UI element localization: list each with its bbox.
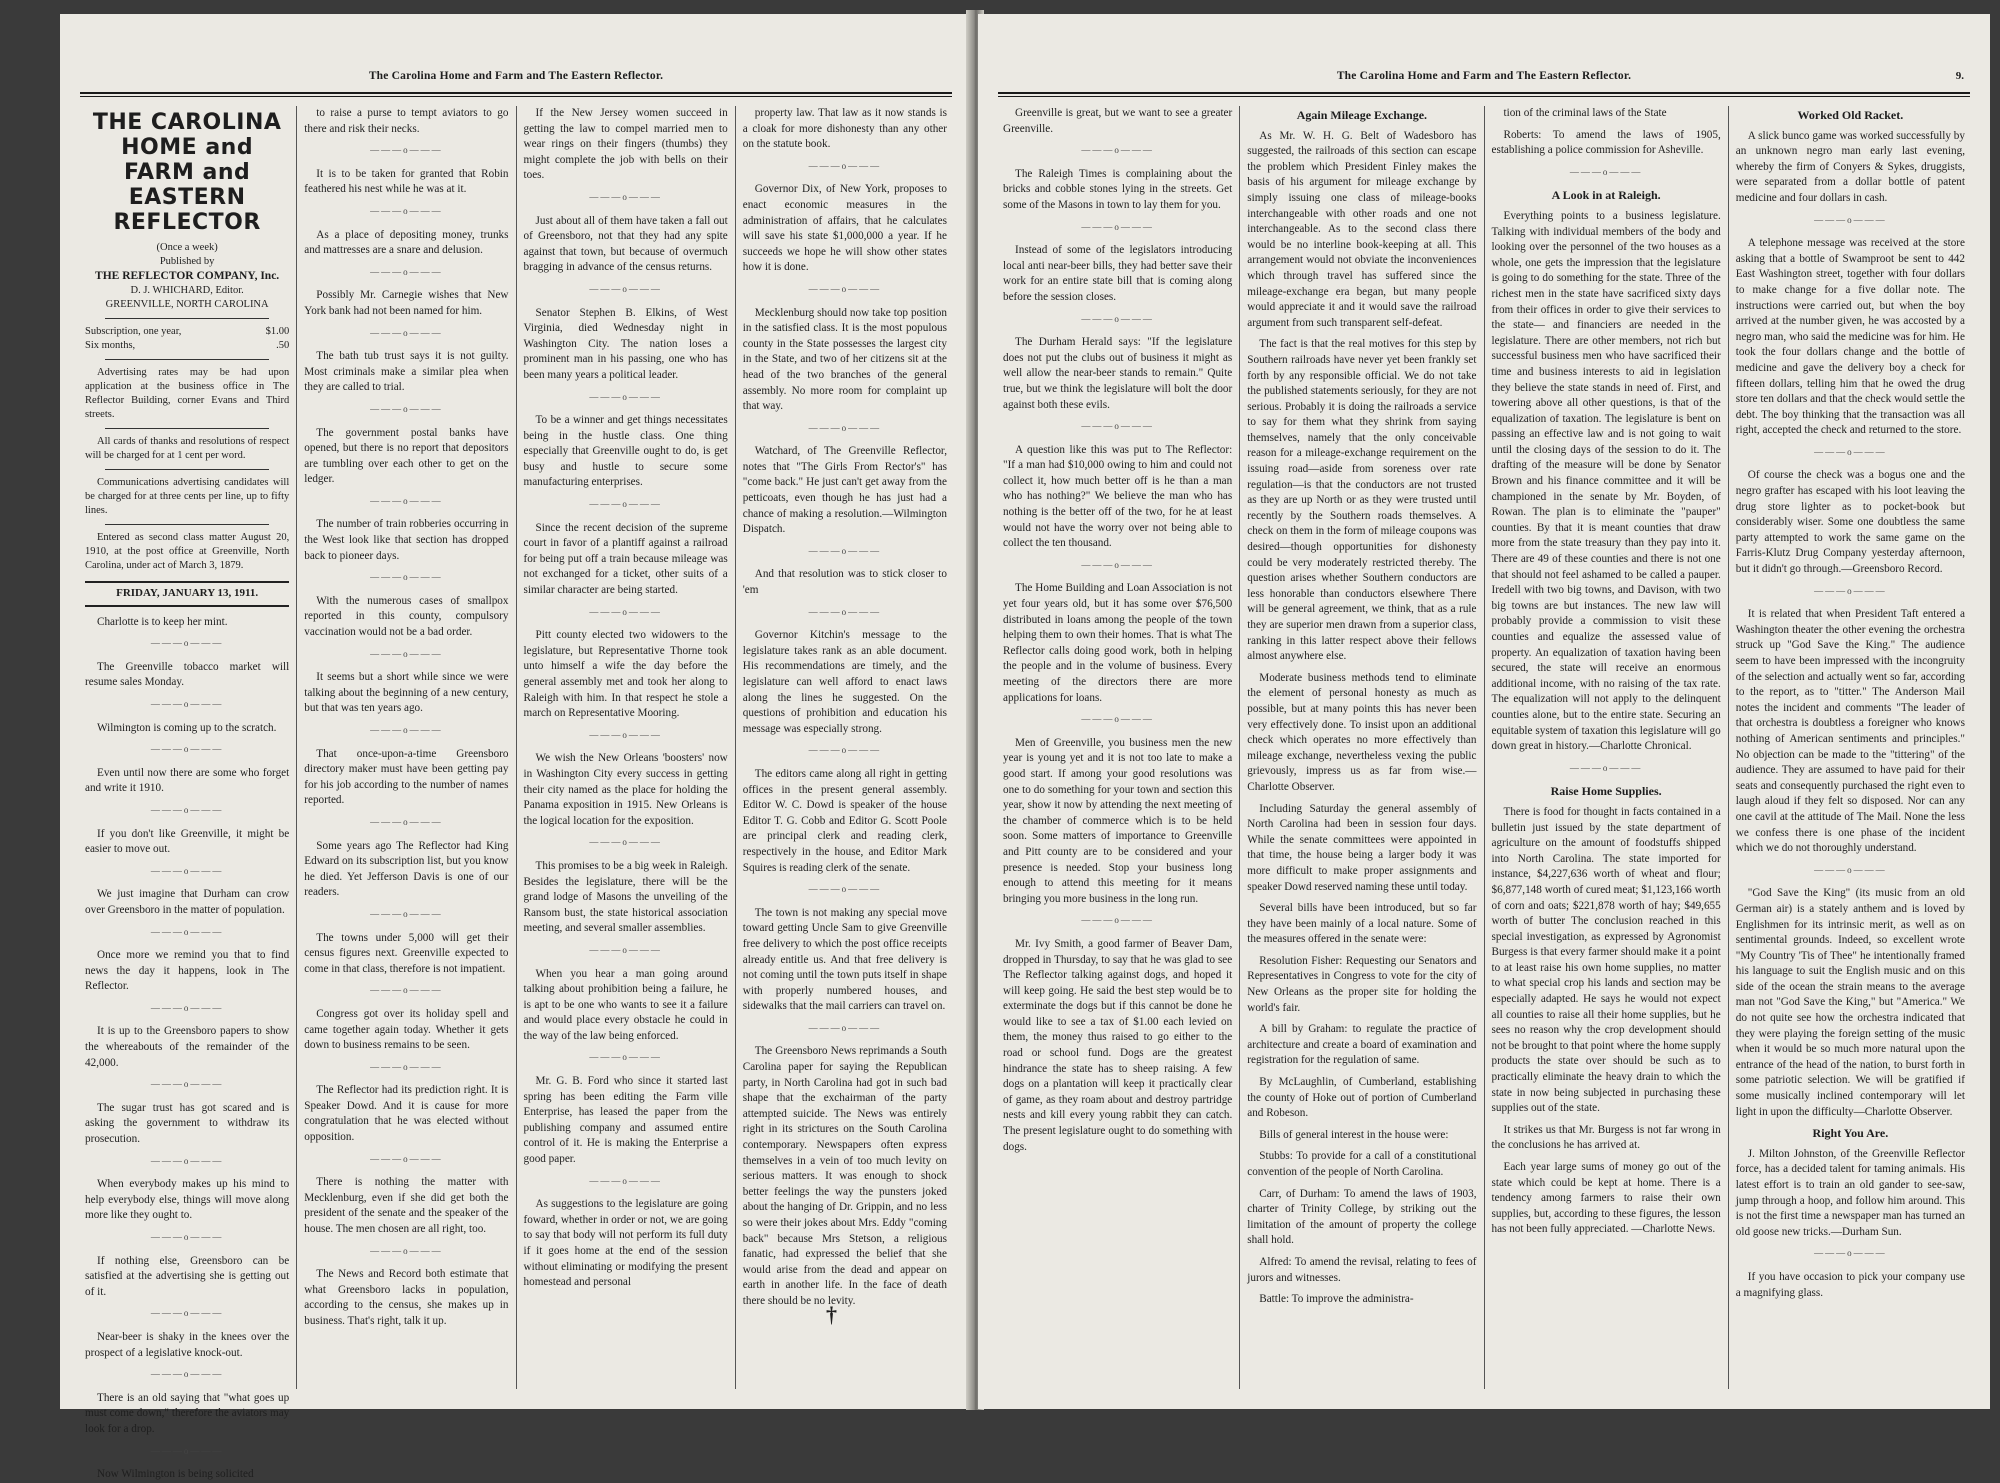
article-paragraph: The bath tub trust says it is not guilty. Most criminals make a similar plea when they are called to trial.: [304, 350, 509, 394]
article-paragraph: Instead of some of the legislators introducing local anti near-beer bills, they had better save their work for an entire state bill that is coming along before the session closes.: [1003, 244, 1233, 303]
separator: ———o———: [370, 1153, 443, 1164]
separator: ———o———: [1081, 559, 1154, 570]
separator: ———o———: [589, 1052, 662, 1063]
communications-note: Communications advertising candidates will be charged for at three cents per line, up to fifty lines.: [85, 477, 290, 516]
article-paragraph: Governor Kitchin's message to the legislature takes rank as an able document. His recommendations are timely, and the legislature can well afford to enact laws along the lines he suggested. On the questions of prohibition and education his message was especially strong.: [742, 629, 947, 735]
article-paragraph: There is nothing the matter with Mecklenburg, even if she did get both the president of the senate and the speaker of the house. The men chosen are all right, too.: [304, 1176, 509, 1236]
separator: ———o———: [808, 545, 882, 556]
separator: ———o———: [589, 729, 662, 740]
article-paragraph: Each year large sums of money go out of the state which could be kept at home. There is a tendency among farmers to raise their own supplies, but, according to these figures, the lesson has not been fully appreciated. —Charlotte News.: [1491, 1161, 1721, 1236]
separator: ———o———: [808, 422, 882, 433]
masthead-place: GREENVILLE, NORTH CAROLINA: [105, 299, 269, 310]
divider: [105, 318, 269, 319]
article-paragraph: When you hear a man going around talking about prohibition being a failure, he is apt to be one who wants to see it a failure and would place every obstacle he could in the way of the law being enforced.: [523, 967, 728, 1042]
right-col-2: [1240, 106, 1484, 1389]
article-paragraph: Senator Stephen B. Elkins, of West Virginia, died Wednesday night in Washington City. The nation loses a prominent man in his passing, one who has been many years a political leader.: [523, 306, 728, 381]
left-col-2: [297, 106, 516, 1389]
separator: ———o———: [808, 1022, 882, 1033]
article-paragraph: A question like this was put to The Reflector: "If a man had $10,000 owing to him and could not collect it, how much better off is he than a man who has nothing?" We believe the man who has nothing is the better off of the two, for he at least would not have the worry over not being able to collect the ten thousand.: [1003, 443, 1233, 550]
article-paragraph: As suggestions to the legislature are going foward, whether in order or not, we are going to say that body will not perform its full duty if it goes home at the end of the session without eliminating or modifying the present homestead and personal: [523, 1198, 728, 1289]
right-col-4-items-b: [1736, 1147, 1965, 1301]
article-paragraph: Alfred: To amend the revisal, relating to fees of jurors and witnesses.: [1247, 1255, 1477, 1284]
article-paragraph: The town is not making any special move toward getting Uncle Sam to give Greenville free delivery to which the post office receipts already entitle us. And that free delivery is not coming until the town puts itself in shape with properly numbered houses, and sidewalks that the mail carriers can travel on.: [742, 906, 947, 1013]
article-paragraph: Everything points to a business legislature. Talking with individual members of the body and looking over the personnel of the two houses as a whole, one gets the impression that the legislature is going to do something for the state. Three of the richest men in the state have sacrificed sixty days from their offices in order to give their services to the state— and financiers are needed in the legislature. There are other members, not rich but successful business men who have sacrificed their time and business interests to aid in legislation they believe the state stands in need of. First, and towering above all other questions, is that of the equalization of taxation. The legislature is bent on passing an effective law and is not going to wait until the closing days of the session to do it. The drafting of the measure will be done by Senator Brown and his finance committee and it will be championed in the senate by Mr. Boyden, of Rowan. The plan is to eliminate the "pauper" counties. By that it is meant counties that draw more from the state treasury than they pay into it. There are 49 of these counties and there is not one that should not feel ashamed to be called a pauper. Iredell with two big towns, and Davison, with two big towns are but instances. The new law will probably provide a commission to visit these counties and equalize the assessed value of property. An equalization of taxation having been secured, the state will receive an enormous additional income, with no raising of the tax rate. The equalization will not apply to the delinquent counties alone, but to the entire state. Securing an equitable system of taxation this legislature will go down great in history.—Charlotte Chronical.: [1491, 209, 1721, 753]
separator: ———o———: [1569, 762, 1643, 773]
article-paragraph: The towns under 5,000 will get their census figures next. Greenville expected to come in that class, therefore is not impatient.: [304, 931, 509, 975]
article-paragraph: The Reflector had its prediction right. It is Speaker Dowd. And it is cause for more congratulation that he was elected without opposition.: [304, 1084, 509, 1144]
article-paragraph: Some years ago The Reflector had King Edward on its subscription list, but you know he died. Yet Jefferson Davis is one of our readers.: [304, 839, 509, 899]
article-paragraph: It seems but a short while since we were talking about the beginning of a new century, but that was ten years ago.: [304, 671, 509, 715]
separator: ———o———: [1081, 313, 1154, 324]
article-paragraph: The Raleigh Times is complaining about the bricks and cobble stones lying in the streets. Get some of the Masons in town to lay them for you.: [1003, 167, 1233, 211]
article-paragraph: Men of Greenville, you business men the new year is young yet and it is not too late to make a good start. If among your good resolutions was one to do something for your town and section this year, show it now by attending the next meeting of the chamber of commerce which is to be held soon. Some matters of importance to Greenville and Pitt county are to be considered and your presence is needed. Stop your business long enough to attend this meeting for it means bringing you more business in the long run.: [1003, 736, 1233, 905]
separator: ———o———: [150, 865, 224, 876]
separator: ———o———: [1814, 214, 1887, 225]
separator: ———o———: [150, 804, 224, 815]
separator: ———o———: [370, 725, 443, 735]
article-paragraph: It is up to the Greensboro papers to show the whereabouts of the remainder of the 42,000.: [85, 1025, 290, 1069]
masthead-editor: D. J. WHICHARD, Editor.: [130, 285, 244, 296]
left-col-3-items: [524, 106, 728, 1291]
article-paragraph: Now Wilmington is being solicited: [97, 1468, 254, 1481]
separator: ———o———: [150, 698, 224, 709]
separator: ———o———: [150, 1079, 224, 1090]
article-paragraph: A telephone message was received at the store asking that a bottle of Swamproot be sent to 442 East Washington street, together with four dollars to make change for a five dollar note. The instructions were carried out, but when the boy arrived at the number given, he was accosted by a negro man, who said the medicine was for him. He took the four dollars change and the bottle of medicine and gave the delivery boy a check for fifteen dollars, telling him that he owed the drug store ten dollars and that the check would settle the debt. The boy thinking that the transaction was all right, accepted the check and returned to the store.: [1735, 237, 1965, 437]
article-paragraph: J. Milton Johnston, of the Greenville Reflector force, has a decided talent for taming animals. His latest effort is to train an old gander to see-saw, jump through a hoop, and follow him around. This is not the first time a newspaper man has turned an old goose new tricks.—Durham Sun.: [1735, 1147, 1965, 1238]
right-col-3-items-b: [1492, 209, 1721, 755]
article-paragraph: A bill by Graham: to regulate the practice of architecture and create a board of examination and registration for the regulation of same.: [1247, 1023, 1477, 1067]
article-paragraph: Several bills have been introduced, but so far they have been mainly of a local nature. Some of the measures offered in the senate were:: [1247, 902, 1477, 946]
separator: ———o———: [150, 1369, 224, 1380]
headline-mileage-exchange: Again Mileage Exchange.: [1296, 108, 1428, 122]
left-running-head: The Carolina Home and Farm and The Eastern Reflector.: [368, 70, 664, 82]
separator: ———o———: [808, 606, 882, 617]
article-paragraph: Wilmington is coming up to the scratch.: [97, 721, 277, 734]
separator: ———o———: [1081, 421, 1154, 432]
separator: ———o———: [150, 744, 224, 755]
article-paragraph: This promises to be a big week in Raleigh. Besides the legislature, there will be the grand lodge of Masons the unveiling of the Ransom bust, the state historical association meeting, and several smaller assemblies.: [523, 859, 728, 935]
article-paragraph: The Greensboro News reprimands a South Carolina paper for saying the Republican party, in North Carolina had got in such bad shape that the exchairman of the party attempted suicide. The News was entirely right in its strictures on the South Carolina contemporary. Newspapers often express themselves in a vein of too much levity on serious matters. It was enough to shock better feelings the way the punsters joked about the hanging of Dr. Grippin, and no less so were their jokes about Mrs. Eddy "coming back" because Mrs Stetson, a religious fanatic, had expressed the belief that she would arise from the dead and appear on earth in another life. In the face of death there should be no levity.: [742, 1045, 947, 1307]
article-paragraph: Stubbs: To provide for a call of a constitutional convention of the people of North Carolina.: [1247, 1150, 1477, 1178]
separator: ———o———: [808, 283, 882, 294]
page-number: 9.: [1955, 70, 1964, 82]
article-paragraph: There is food for thought in facts contained in a bulletin just issued by the state department of agriculture on the amount of foodstuffs shipped into North Carolina. The state imported for instance, $4,227,636 worth of wheat and flour; $6,877,148 worth of cured meat; $1,123,166 worth of corn and oats; $221,878 worth of hay; $49,655 worth of butter The conclusion reached in this special investigation, as expressed by Agronomist Burgess is that every farmer should make it a point to at least raise his own home supplies, no matter to what special crop his lands and section may be especially adapted. He says he would not expect all counties to raise all their home supplies, but he sees no reason why the crop development should not be brought to that point where the home supply products the state over should be such as to practically eliminate the heavy drain to which the state in now being subjected in purchasing these supplies out of the state.: [1491, 805, 1721, 1115]
cards-of-thanks-note: All cards of thanks and resolutions of respect will be charged for at 1 cent per word.: [85, 436, 290, 461]
separator: ———o———: [150, 926, 224, 937]
divider: [105, 524, 269, 525]
right-head-rule: [998, 92, 1970, 97]
article-paragraph: Charlotte is to keep her mint.: [97, 615, 228, 628]
separator: ———o———: [370, 327, 443, 338]
separator: ———o———: [370, 648, 443, 659]
article-paragraph: The government postal banks have opened, but there is no report that depositors are tumbling over each other to get on the ledger.: [304, 426, 509, 486]
headline-look-in-at-raleigh: A Look in at Raleigh.: [1551, 188, 1661, 203]
separator: ———o———: [370, 403, 443, 414]
article-paragraph: Mr. G. B. Ford who since it started last spring has been editing the Farm ville Enterprise, has leased the paper from the publishing company and assumed entire control of it. He is making the Enterprise a good paper.: [523, 1075, 728, 1166]
article-paragraph: If you have occasion to pick your company use a magnifying glass.: [1735, 1270, 1965, 1299]
right-col-1-items: [1003, 106, 1232, 1155]
separator: ———o———: [1081, 221, 1154, 232]
subscription-year-price: $1.00: [265, 326, 290, 337]
article-paragraph: "God Save the King" (its music from an old German air) is a stately anthem and is loved by Englishmen for its intrinsic merit, as well as on sentimental grounds. Indeed, so excellent wrote "My Country 'Tis of Thee" he intentionally framed his language to suit the English music and on this side of the ocean the strain means to the average man not "God Save the King," but "America." We do not quite see how the orchestra indicated that they were playing the foreign setting of the music when it would be so much more natural upon the entrance of the head of the nation, to burst forth in some patriotic selection. We will be gratified if some musically inclined contemporary will let light in upon the difficulty—Charlotte Observer.: [1735, 887, 1965, 1118]
headline-raise-home-supplies: Raise Home Supplies.: [1550, 784, 1662, 799]
right-col-3-items: [1492, 106, 1721, 159]
article-paragraph: If nothing else, Greensboro can be satisfied at the advertising she is getting out of it.: [85, 1254, 290, 1298]
separator: ———o———: [150, 638, 224, 649]
article-paragraph: Since the recent decision of the supreme court in favor of a plantiff against a railroad for being put off a train because mileage was not exchanged for a ticket, other suits of a similar character are being started.: [523, 521, 728, 597]
subscription-year-label: Subscription, one year,: [85, 326, 182, 337]
article-paragraph: Watchard, of The Greenville Reflector, notes that "The Girls From Rector's" has "come back." He just can't get away from the petticoats, even though he has just had a chance of making a resolution.—Wilmington Dispatch.: [742, 445, 947, 536]
entered-note: Entered as second class matter August 20, 1910, at the post office at Greenville, North Carolina, under act of March 3, 1879.: [85, 532, 290, 571]
article-paragraph: Once more we remind you that to find news the day it happens, look in The Reflector.: [85, 949, 290, 993]
article-paragraph: The Home Building and Loan Association is not yet four years old, but it has some over $76,500 distributed in loans among the people of the town helping them to own their homes. That is what The Reflector calls doing good work, both in helping the people and in the volume of business. Every meeting of the directors there are more applications for loans.: [1003, 582, 1233, 704]
article-paragraph: The sugar trust has got scared and is asking the government to withdraw its prosecution.: [85, 1101, 290, 1146]
article-paragraph: It is to be taken for granted that Robin feathered his nest while he was at it.: [304, 167, 509, 196]
article-paragraph: As Mr. W. H. G. Belt of Wadesboro has suggested, the railroads of this section can escape the problem which President Finley makes the basis of his argument for mileage exchange by simply issuing one class of mileage-books interchangeable with other roads and one not interchangeable. As to the second class there would be no interline book-keeping at all. This arrangement would not obviate the inconveniences which through travel has suffered since the mileage-exchange era began, but many people would appreciate it and it would save the railroad argument from such transparent self-defeat.: [1247, 129, 1477, 329]
article-paragraph: Roberts: To amend the laws of 1905, establishing a police commission for Asheville.: [1491, 128, 1721, 157]
separator: ———o———: [1814, 864, 1887, 875]
left-head-rule: [80, 92, 952, 97]
right-col-4: [1729, 106, 1972, 1389]
separator: ———o———: [589, 191, 662, 202]
masthead-title: THE CAROLINA HOME and FARM and EASTERN REFLECTOR: [92, 110, 282, 235]
separator: ———o———: [589, 283, 662, 294]
fold-mark-icon: †: [826, 1302, 837, 1327]
article-paragraph: Possibly Mr. Carnegie wishes that New York bank had not been named for him.: [304, 289, 509, 317]
separator: ———o———: [1814, 1248, 1887, 1259]
separator: ———o———: [370, 145, 443, 156]
article-paragraph: With the numerous cases of smallpox reported in this county, compulsory vaccination would not be a bad order.: [304, 594, 509, 639]
separator: ———o———: [370, 1245, 443, 1256]
article-paragraph: The fact is that the real motives for this step by Southern railroads have never yet been frankly set forth by any responsible official. We do not take the published statements seriously, for they are not serious. Probably it is doing the railroads a service to say for them what they shrink from saying themselves, namely that the only conceivable reason for a mileage-exchange requirement on the issuing road—aside from soreness over rate regulation—is that the conductors are not trusted as they are up North or as they were trusted until recently by the Southern roads themselves. A check on them in the form of mileage coupons was desired—though opportunities for dishonesty could be very moderately restricted thereby. The question arises whether Southern conductors are less honorable than conductors elsewhere There will be general agreement, we think, that as a rule they are superior men drawn from a superior class, ranking in this latter respect above their fellows almost anywhere else.: [1247, 338, 1477, 663]
separator: ———o———: [370, 985, 443, 996]
divider: [105, 359, 269, 360]
article-paragraph: The number of train robberies occurring in the West look like that section has dropped back to pioneer days.: [304, 518, 509, 562]
separator: ———o———: [150, 1445, 224, 1456]
separator: ———o———: [370, 266, 443, 277]
separator: ———o———: [589, 944, 662, 955]
separator: ———o———: [370, 572, 443, 583]
left-columns: [78, 106, 954, 1481]
headline-worked-old-racket: Worked Old Racket.: [1797, 108, 1904, 122]
right-col-2-items: [1247, 129, 1476, 1308]
article-paragraph: To be a winner and get things necessitates being in the hustle class. One thing especially that Greenville ought to do, is get busy and hustle to secure some manufacturing enterprises.: [523, 414, 728, 489]
left-page: [60, 14, 972, 1481]
article-paragraph: There is an old saying that "what goes up must come down," therefore the aviators may look for a drop.: [85, 1391, 290, 1435]
separator: ———o———: [589, 837, 662, 848]
article-paragraph: Battle: To improve the administra-: [1259, 1293, 1414, 1306]
headline-right-you-are: Right You Are.: [1812, 1126, 1889, 1141]
article-paragraph: Greenville is great, but we want to see a greater Greenville.: [1003, 107, 1233, 135]
separator: ———o———: [1814, 446, 1887, 457]
article-paragraph: property law. That law as it now stands is a cloak for more dishonesty than any other on the statute book.: [742, 107, 947, 151]
separator: ———o———: [589, 606, 662, 617]
dateline: FRIDAY, JANUARY 13, 1911.: [85, 581, 289, 607]
separator: ———o———: [1081, 145, 1154, 156]
article-paragraph: A slick bunco game was worked successfully by an unknown negro man early last evening, whereby the firm of Conyers & Sykes, druggists, were separated from a dollar bottle of patent medicine and four dollars in cash.: [1735, 129, 1965, 204]
article-paragraph: By McLaughlin, of Cumberland, establishing the county of Hoke out of portion of Cumberland and Robeson.: [1247, 1076, 1477, 1120]
subscription-year-row: [85, 325, 289, 339]
divider: [105, 469, 269, 470]
separator: ———o———: [370, 816, 443, 827]
subscription-six-label: Six months,: [85, 340, 136, 351]
left-col-1: [78, 106, 297, 1481]
separator: ———o———: [370, 1061, 443, 1072]
separator: ———o———: [150, 1155, 224, 1166]
right-col-3: [1485, 106, 1729, 1389]
article-paragraph: When everybody makes up his mind to help everybody else, things will move along more like they ought to.: [85, 1178, 290, 1222]
left-col-4: [736, 106, 954, 1389]
article-paragraph: It is related that when President Taft entered a Washington theater the other evening the orchestra struck up "God Save the King." The audience seem to have been impressed with the incongruity of the selection and actually went so far, according to the report, as to "titter." The Anderson Mail notes the incident and comments "The leader of that orchestra is doubtless a foreigner who knows nothing of American sentiments and principles." No objection can be made to the "tittering" of the audience. They are assumed to have paid for their seats and consequently purchased the right even to laugh aloud if they felt so disposed. Nor can any one cavil at the attitude of The Mail. None the less we confess there is one phase of the incident which we do not thoroughly understand.: [1735, 608, 1965, 855]
right-col-4-items: [1736, 129, 1965, 1121]
advertising-rates-note: Advertising rates may be had upon application at the business office in The Reflector Building, corner Evans and Third streets.: [85, 367, 290, 420]
separator: ———o———: [589, 1175, 662, 1186]
separator: ———o———: [370, 205, 443, 216]
article-paragraph: Carr, of Durham: To amend the laws of 1903, charter of Trinity College, by striking out the limitation of the amount of property the college shall hold.: [1247, 1187, 1477, 1247]
article-paragraph: The News and Record both estimate that what Greensboro lacks in population, according to the census, she makes up in business. That's right, talk it up.: [304, 1268, 509, 1327]
article-paragraph: Moderate business methods tend to eliminate the element of personal honesty as much as possible, but at many points this has never been very effectively done. To insist upon an additional check which operates no more effectively than mileage exchange, nevertheless vexing the public grievously, impress us as far from wise.—Charlotte Observer.: [1247, 671, 1477, 793]
masthead-frequency: (Once a week): [156, 242, 218, 253]
article-paragraph: We wish the New Orleans 'boosters' now in Washington City every success in getting their city named as the place for holding the Panama exposition in 1915. New Orleans is the logical location for the exposition.: [523, 752, 728, 827]
separator: ———o———: [1081, 714, 1154, 725]
separator: ———o———: [1081, 915, 1154, 926]
article-paragraph: Mr. Ivy Smith, a good farmer of Beaver Dam, dropped in Thursday, to say that he was glad to see The Reflector talking against dogs, and hoped it will keep going. He said the best step would be to exterminate the dogs but if this cannot be done he would like to see a tax of $1.00 each levied on them, the money thus raised to go either to the road or school fund. Dogs are the greatest hindrance the state has to sheep raising. A few dogs on a plantation will keep it practically clear of game, as they roam about and destroy partridge nests and kill every young rabbit they can catch. The present legislature ought to do something with dogs.: [1003, 937, 1233, 1153]
right-col-3-items-c: [1492, 805, 1721, 1238]
article-paragraph: If the New Jersey women succeed in getting the law to compel married men to wear rings on their fingers (thumbs) they might complete the job with bells on their toes.: [523, 107, 728, 182]
left-col-2-items: [304, 106, 508, 1330]
separator: ———o———: [1569, 166, 1643, 177]
article-paragraph: Just about all of them have taken a fall out of Greensboro, not that they had any spite against that town, but because of overmuch bragging in advance of the census returns.: [523, 214, 728, 274]
article-paragraph: Governor Dix, of New York, proposes to enact economic measures in the administration of affairs, that he calculates will save his state $1,000,000 a year. If he succeeds we hope he will show other states how it is done.: [742, 183, 947, 274]
separator: ———o———: [150, 1002, 224, 1013]
subscription-six-row: [85, 339, 289, 353]
separator: ———o———: [589, 499, 662, 510]
article-paragraph: The Greenville tobacco market will resume sales Monday.: [85, 660, 290, 689]
left-col-4-items: [743, 106, 947, 1310]
masthead-published-by: Published by: [159, 256, 215, 267]
divider: [105, 428, 269, 429]
separator: ———o———: [808, 745, 882, 756]
article-paragraph: As a place of depositing money, trunks and mattresses are a snare and delusion.: [304, 228, 509, 257]
separator: ———o———: [370, 495, 443, 506]
masthead-company: THE REFLECTOR COMPANY, Inc.: [95, 270, 280, 282]
article-paragraph: tion of the criminal laws of the State: [1503, 107, 1667, 119]
separator: ———o———: [808, 160, 882, 171]
subscription-six-price: .50: [276, 340, 290, 351]
separator: ———o———: [808, 884, 882, 895]
article-paragraph: Even until now there are some who forget and write it 1910.: [85, 766, 290, 795]
article-paragraph: Mecklenburg should now take top position in the satisfied class. It is the most populous county in the State possesses the largest city in the State, and two of her citizens sit at the head of the two branches of the general assembly. No more room for complaint up that way.: [742, 306, 947, 413]
article-paragraph: The Durham Herald says: "If the legislature does not put the clubs out of business it might as well allow the near-beer stands to remain." Quite true, but we think the legislature will bolt the door against both these evils.: [1003, 336, 1233, 411]
right-col-1: [996, 106, 1240, 1389]
article-paragraph: Bills of general interest in the house were:: [1259, 1128, 1449, 1141]
article-paragraph: That once-upon-a-time Greensboro directory maker must have been getting pay for his job according to the number of names reported.: [304, 747, 509, 807]
article-paragraph: If you don't like Greenville, it might be easier to move out.: [85, 827, 290, 856]
left-col-1-items: [85, 615, 289, 1483]
article-paragraph: Of course the check was a bogus one and the negro grafter has escaped with his loot leaving the drug store lighter as to pocket-book but considerably wiser. Some one doubtless the same party attempted to work the same game on the Farris-Klutz Drug Company yesterday afternoon, but it didn't go through.—Greensboro Record.: [1735, 469, 1965, 576]
article-paragraph: Near-beer is shaky in the knees over the prospect of a legislative knock-out.: [85, 1330, 290, 1359]
separator: ———o———: [589, 391, 662, 402]
separator: ———o———: [150, 1232, 224, 1242]
left-col-3: [517, 106, 736, 1389]
article-paragraph: The editors came along all right in getting offices in the present general assembly. Editor W. C. Dowd is speaker of the house Editor T. G. Cobb and Editor G. Scott Poole are principal clerk and reading clerk, respectively in the house, and Editor Mark Squires is reading clerk of the senate.: [742, 767, 947, 874]
separator: ———o———: [370, 908, 443, 919]
article-paragraph: We just imagine that Durham can crow over Greensboro in the matter of population.: [85, 888, 290, 916]
right-running-head: The Carolina Home and Farm and The Eastern Reflector.: [1336, 70, 1632, 82]
article-paragraph: Pitt county elected two widowers to the legislature, but Representative Thorne took unto himself a wife the day before the general assembly met and took her along to Raleigh with him. In that respect he stole a march on Representative Mooring.: [523, 629, 728, 720]
article-paragraph: Including Saturday the general assembly of North Carolina had been in session four days. While the senate committees were appointed in that time, the house being a larger body it was more difficult to make proper assignments and speaker Dowd reserved naming these until today.: [1247, 802, 1477, 893]
article-paragraph: to raise a purse to tempt aviators to go there and risk their necks.: [304, 107, 509, 135]
article-paragraph: Congress got over its holiday spell and came together again today. Whether it gets down to business remains to be seen.: [304, 1007, 509, 1052]
article-paragraph: It strikes us that Mr. Burgess is not far wrong in the conclusions he has arrived at.: [1491, 1123, 1721, 1152]
separator: ———o———: [150, 1308, 224, 1319]
article-paragraph: And that resolution was to stick closer to 'em: [742, 568, 947, 597]
right-page: [978, 14, 1990, 1409]
article-paragraph: Resolution Fisher: Requesting our Senators and Representatives in Congress to vote for the city of New Orleans as the proper site for holding the world's fair.: [1247, 954, 1477, 1014]
right-columns: [996, 106, 1972, 1389]
separator: ———o———: [1814, 585, 1887, 596]
